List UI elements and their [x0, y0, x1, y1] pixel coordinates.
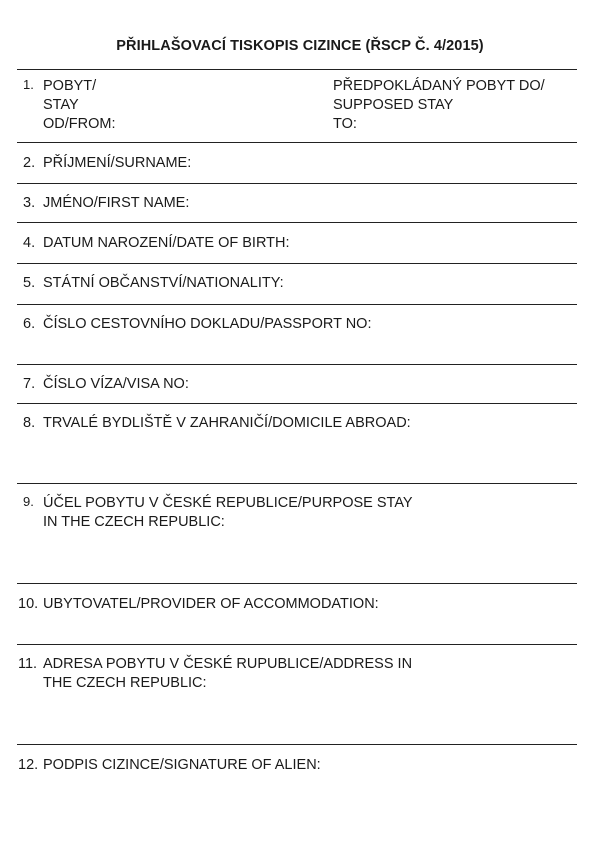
field-number: 12.: [18, 757, 39, 773]
divider: [17, 69, 577, 70]
divider: [17, 403, 577, 404]
stay-label: POBYT/: [43, 78, 97, 94]
surname-label: PŘÍJMENÍ/SURNAME:: [43, 155, 192, 171]
domicile-abroad-label: TRVALÉ BYDLIŠTĚ V ZAHRANIČÍ/DOMICILE ABROAD:: [43, 415, 411, 431]
first-name-label: JMÉNO/FIRST NAME:: [43, 195, 190, 211]
field-number: 1.: [23, 77, 34, 92]
field-number: 8.: [23, 415, 36, 431]
field-number: 6.: [23, 316, 36, 332]
divider: [17, 304, 577, 305]
field-number: 4.: [23, 235, 36, 251]
field-number: 11.: [18, 656, 38, 672]
stay-from-label: OD/FROM:: [43, 116, 116, 132]
accommodation-provider-label: UBYTOVATEL/PROVIDER OF ACCOMMODATION:: [43, 596, 379, 612]
visa-no-label: ČÍSLO VÍZA/VISA NO:: [43, 376, 189, 392]
signature-label: PODPIS CIZINCE/SIGNATURE OF ALIEN:: [43, 757, 321, 773]
purpose-of-stay-label: ÚČEL POBYTU V ČESKÉ REPUBLICE/PURPOSE STAY: [43, 495, 413, 511]
address-in-cz-label: ADRESA POBYTU V ČESKÉ RUPUBLICE/ADDRESS IN: [43, 656, 413, 672]
field-number: 2.: [23, 155, 36, 171]
divider: [17, 744, 577, 745]
date-of-birth-label: DATUM NAROZENÍ/DATE OF BIRTH:: [43, 235, 290, 251]
purpose-of-stay-label-cont: IN THE CZECH REPUBLIC:: [43, 514, 225, 530]
nationality-label: STÁTNÍ OBČANSTVÍ/NATIONALITY:: [43, 275, 284, 291]
form-title: PŘIHLAŠOVACÍ TISKOPIS CIZINCE (ŘSCP Č. 4/2015): [116, 38, 484, 54]
stay-label-en: STAY: [43, 97, 79, 113]
divider: [17, 583, 577, 584]
divider: [17, 222, 577, 223]
divider: [17, 263, 577, 264]
passport-no-label: ČÍSLO CESTOVNÍHO DOKLADU/PASSPORT NO:: [43, 316, 372, 332]
field-number: 5.: [23, 275, 36, 291]
divider: [17, 364, 577, 365]
divider: [17, 142, 577, 143]
stay-until-label: PŘEDPOKLÁDANÝ POBYT DO/: [333, 78, 545, 94]
field-number: 7.: [23, 376, 36, 392]
divider: [17, 483, 577, 484]
field-number: 3.: [23, 195, 36, 211]
field-number: 9.: [23, 494, 34, 509]
stay-until-label-en: SUPPOSED STAY: [333, 97, 454, 113]
divider: [17, 644, 577, 645]
address-in-cz-label-cont: THE CZECH REPUBLIC:: [43, 675, 207, 691]
divider: [17, 183, 577, 184]
field-number: 10.: [18, 596, 39, 612]
stay-to-label: TO:: [333, 116, 357, 132]
